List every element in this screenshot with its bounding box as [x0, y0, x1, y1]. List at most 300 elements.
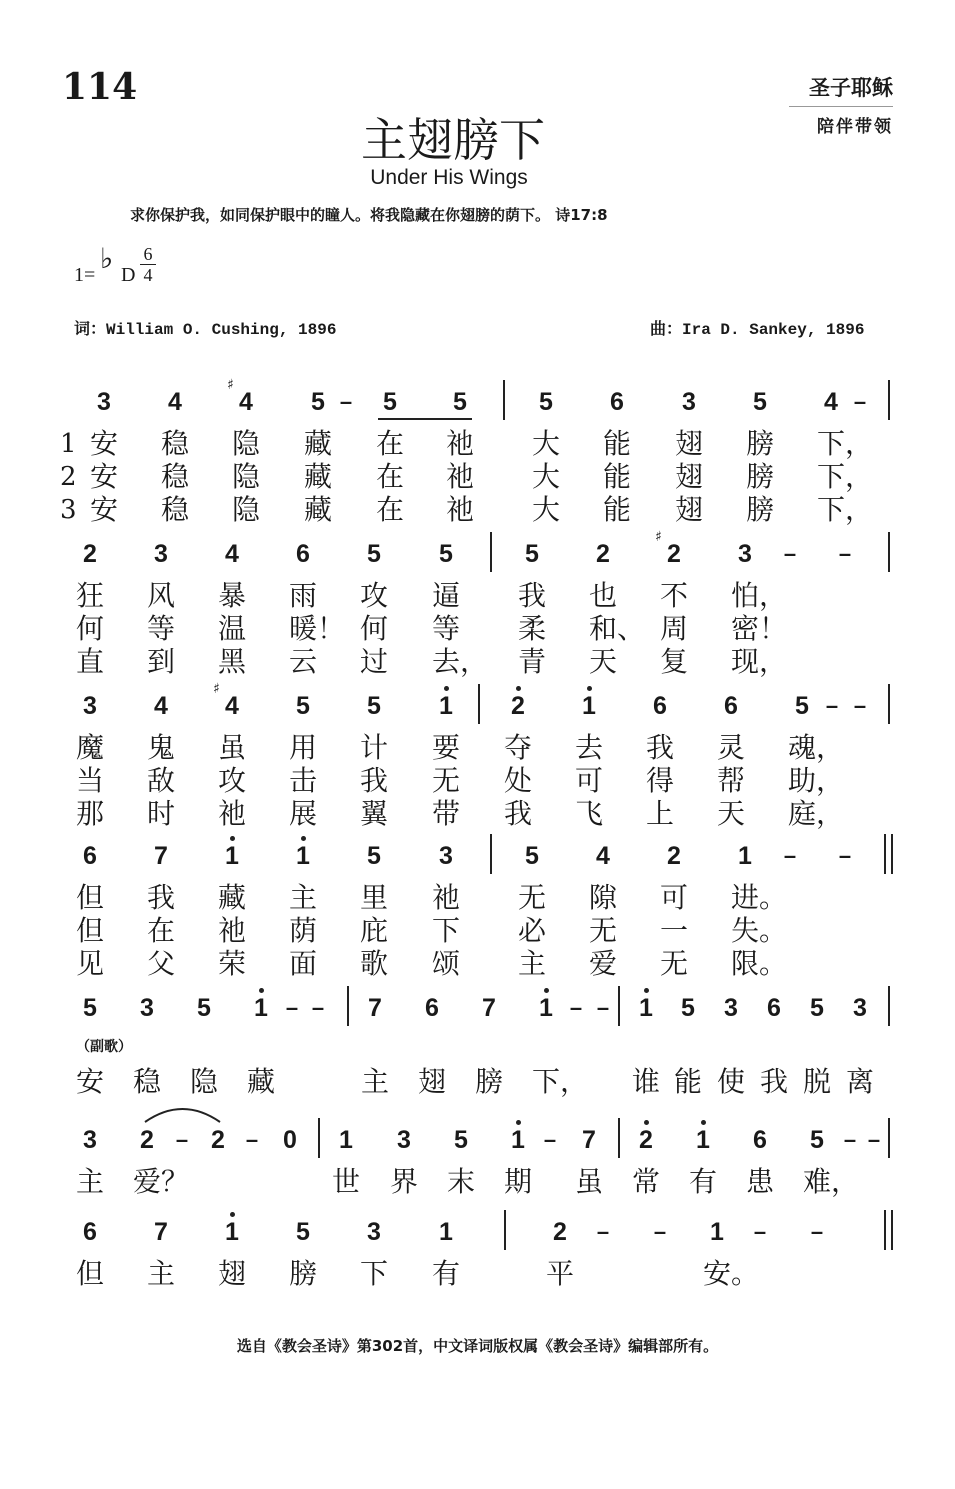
duration-dash: –: [285, 995, 299, 1020]
bar-line: [318, 1118, 320, 1158]
bar-line: [503, 380, 505, 420]
octave-dot: [701, 1120, 706, 1125]
lyric-syllable: 庭，: [788, 797, 845, 830]
composer-credit: 曲：Ira D. Sankey, 1896: [650, 321, 865, 339]
lyric-syllable: 等: [146, 612, 175, 645]
lyric-syllable: 要: [431, 731, 460, 764]
copyright-footer: 选自《教会圣诗》第302首，中文译词版权属《教会圣诗》编辑部所有。: [236, 1337, 719, 1355]
note: 3: [682, 388, 696, 416]
lyric-syllable: 稳: [160, 493, 189, 526]
duration-dash: –: [867, 1127, 881, 1152]
note: 5: [296, 692, 310, 720]
note: 6: [753, 1126, 767, 1154]
lyric-syllable: 藏: [217, 881, 246, 914]
note: 5: [197, 994, 211, 1022]
lyric-syllable: 大: [531, 427, 560, 460]
lyric-syllable: 主: [75, 1165, 104, 1198]
duration-dash: –: [825, 693, 839, 718]
note: 7: [154, 842, 168, 870]
note: 5: [525, 842, 539, 870]
lyric-syllable: 进。: [731, 881, 788, 914]
lyric-syllable: 能: [602, 460, 631, 493]
note: 1: [225, 1218, 239, 1246]
duration-dash: –: [853, 389, 867, 414]
lyric-syllable: 直: [75, 645, 104, 678]
lyric-syllable: 父: [146, 947, 175, 980]
lyric-syllable: 上: [645, 797, 674, 830]
lyric-syllable: 魂，: [788, 731, 845, 764]
lyric-syllable: 祂: [217, 797, 246, 830]
lyric-syllable: 有: [431, 1257, 460, 1290]
lyric-syllable: 翅: [674, 427, 703, 460]
lyric-syllable: 庇: [359, 914, 388, 947]
note: 1: [511, 1126, 525, 1154]
lyric-syllable: 雨: [288, 579, 317, 612]
note: 5: [795, 692, 809, 720]
note: 7: [368, 994, 382, 1022]
lyric-syllable: 主: [288, 881, 317, 914]
lyric-syllable: 主: [517, 947, 546, 980]
bar-line: [888, 532, 890, 572]
note: 5: [383, 388, 397, 416]
lyric-syllable: 能: [673, 1065, 702, 1098]
note: 5: [367, 540, 381, 568]
lyric-syllable: 能: [602, 427, 631, 460]
lyric-syllable: 下，: [817, 460, 874, 493]
duration-dash: –: [783, 843, 797, 868]
octave-dot: [644, 988, 649, 993]
sharp-sign: ♯: [213, 681, 220, 697]
lyric-syllable: 等: [431, 612, 460, 645]
lyric-syllable: 何: [359, 612, 388, 645]
beam-underline: [378, 418, 472, 420]
note: 1: [254, 994, 268, 1022]
note: 2: [667, 540, 681, 568]
note: 6: [653, 692, 667, 720]
lyric-syllable: 飞: [574, 797, 603, 830]
lyric-syllable: 难，: [803, 1165, 860, 1198]
lyric-syllable: 膀: [474, 1065, 503, 1098]
bar-line: [478, 684, 480, 724]
lyric-syllable: 我: [359, 764, 388, 797]
bar-line: [888, 380, 890, 420]
note: 5: [367, 842, 381, 870]
lyric-syllable: 温: [217, 612, 246, 645]
lyric-syllable: 里: [359, 881, 388, 914]
duration-dash: –: [175, 1127, 189, 1152]
lyric-syllable: 无: [431, 764, 460, 797]
lyric-syllable: 安: [89, 493, 118, 526]
verse-number: 1: [60, 429, 77, 459]
note: 7: [482, 994, 496, 1022]
lyric-syllable: 计: [359, 731, 388, 764]
lyric-syllable: 脱: [802, 1065, 831, 1098]
lyric-syllable: 灵: [716, 731, 745, 764]
lyric-syllable: 隐: [231, 460, 260, 493]
lyric-syllable: 安: [89, 427, 118, 460]
bar-line: [347, 986, 349, 1026]
duration-dash: –: [569, 995, 583, 1020]
note: 5: [525, 540, 539, 568]
bar-line: [490, 834, 492, 874]
lyric-syllable: 但: [75, 914, 104, 947]
lyric-syllable: 周: [659, 612, 688, 645]
duration-dash: –: [311, 995, 325, 1020]
note: 5: [83, 994, 97, 1022]
lyric-syllable: 界: [389, 1165, 418, 1198]
verse-number: 2: [60, 462, 77, 492]
octave-dot: [230, 1212, 235, 1217]
duration-dash: –: [339, 389, 353, 414]
note: 4: [154, 692, 168, 720]
lyric-syllable: 当: [75, 764, 104, 797]
lyric-syllable: 翅: [674, 460, 703, 493]
note: 3: [154, 540, 168, 568]
sharp-sign: ♯: [655, 529, 662, 545]
lyric-syllable: 大: [531, 493, 560, 526]
note: 3: [439, 842, 453, 870]
bar-line: [490, 532, 492, 572]
lyric-syllable: 天: [716, 797, 745, 830]
lyric-syllable: 和、: [589, 612, 646, 645]
lyric-syllable: 到: [146, 645, 175, 678]
lyric-syllable: 我: [517, 579, 546, 612]
lyric-syllable: 离: [845, 1065, 874, 1098]
lyric-syllable: 暖！: [289, 612, 346, 645]
bar-line: [884, 1210, 886, 1250]
note: 4: [225, 540, 239, 568]
lyric-syllable: 祂: [445, 493, 474, 526]
lyricist-credit: 词：William O. Cushing, 1896: [74, 321, 337, 339]
octave-dot: [516, 686, 521, 691]
note: 6: [610, 388, 624, 416]
flat-symbol: ♭: [100, 242, 114, 275]
hymn-title-chinese: 主翅膀下: [361, 113, 545, 167]
octave-dot: [259, 988, 264, 993]
note: 3: [97, 388, 111, 416]
lyric-syllable: 失。: [731, 914, 788, 947]
duration-dash: –: [653, 1219, 667, 1244]
lyric-syllable: 在: [146, 914, 175, 947]
note: 1: [439, 692, 453, 720]
bar-line: [891, 1210, 893, 1250]
lyric-syllable: 夺: [503, 731, 532, 764]
verse-number: 3: [60, 495, 77, 525]
octave-dot: [516, 1120, 521, 1125]
note: 5: [753, 388, 767, 416]
lyric-syllable: 虽: [217, 731, 246, 764]
lyric-syllable: 患: [745, 1165, 774, 1198]
lyric-syllable: 风: [146, 579, 175, 612]
note: 6: [724, 692, 738, 720]
duration-dash: –: [810, 1219, 824, 1244]
bar-line: [884, 834, 886, 874]
lyric-syllable: 期: [503, 1165, 532, 1198]
lyric-syllable: 一: [659, 914, 688, 947]
lyric-syllable: 无: [517, 881, 546, 914]
note: 1: [582, 692, 596, 720]
lyric-syllable: 藏: [303, 427, 332, 460]
lyric-syllable: 现，: [731, 645, 788, 678]
lyric-syllable: 我: [146, 881, 175, 914]
note: 2: [667, 842, 681, 870]
lyric-syllable: 荣: [217, 947, 246, 980]
lyric-syllable: 虽: [574, 1165, 603, 1198]
note: 1: [539, 994, 553, 1022]
lyric-syllable: 助，: [788, 764, 845, 797]
lyric-syllable: 得: [645, 764, 674, 797]
note: 5: [454, 1126, 468, 1154]
bar-line: [888, 1118, 890, 1158]
time-signature-top: 6: [140, 244, 156, 265]
note: 3: [397, 1126, 411, 1154]
note: 5: [681, 994, 695, 1022]
lyric-syllable: 在: [375, 460, 404, 493]
lyric-syllable: 膀: [745, 427, 774, 460]
lyric-syllable: 下，: [532, 1065, 589, 1098]
lyric-syllable: 下，: [817, 493, 874, 526]
lyric-syllable: 世: [331, 1165, 360, 1198]
note: 0: [283, 1126, 297, 1154]
note: 3: [83, 1126, 97, 1154]
lyric-syllable: 安: [89, 460, 118, 493]
lyric-syllable: 展: [288, 797, 317, 830]
lyric-syllable: 歌: [359, 947, 388, 980]
lyric-syllable: 帮: [716, 764, 745, 797]
lyric-syllable: 稳: [160, 427, 189, 460]
lyric-syllable: 翅: [417, 1065, 446, 1098]
lyric-syllable: 密！: [731, 612, 788, 645]
lyric-syllable: 祂: [445, 427, 474, 460]
lyric-syllable: 稳: [132, 1065, 161, 1098]
lyric-syllable: 常: [631, 1165, 660, 1198]
lyric-syllable: 过: [359, 645, 388, 678]
key-note: D: [121, 264, 136, 286]
note: 3: [853, 994, 867, 1022]
bar-line: [618, 986, 620, 1026]
lyric-syllable: 祂: [217, 914, 246, 947]
lyric-syllable: 敌: [146, 764, 175, 797]
bar-line: [504, 1210, 506, 1250]
note: 5: [810, 1126, 824, 1154]
refrain-label: （副歌）: [76, 1039, 132, 1055]
lyric-syllable: 谁: [631, 1065, 660, 1098]
lyric-syllable: 能: [602, 493, 631, 526]
duration-dash: –: [245, 1127, 259, 1152]
lyric-syllable: 时: [146, 797, 175, 830]
lyric-syllable: 隐: [231, 493, 260, 526]
lyric-syllable: 怕，: [731, 579, 788, 612]
lyric-syllable: 云: [288, 645, 317, 678]
lyric-syllable: 隐: [189, 1065, 218, 1098]
octave-dot: [587, 686, 592, 691]
lyric-syllable: 带: [431, 797, 460, 830]
note: 3: [140, 994, 154, 1022]
bar-line: [891, 834, 893, 874]
lyric-syllable: 可: [574, 764, 603, 797]
lyric-syllable: 但: [75, 881, 104, 914]
note: 4: [225, 692, 239, 720]
lyric-syllable: 暴: [217, 579, 246, 612]
lyric-syllable: 狂: [75, 579, 104, 612]
key-prefix: 1=: [74, 264, 96, 286]
note: 2: [639, 1126, 653, 1154]
note: 3: [724, 994, 738, 1022]
note: 5: [439, 540, 453, 568]
note: 2: [553, 1218, 567, 1246]
note: 1: [225, 842, 239, 870]
lyric-syllable: 鬼: [146, 731, 175, 764]
octave-dot: [544, 988, 549, 993]
lyric-syllable: 祂: [431, 881, 460, 914]
hymn-title-english: Under His Wings: [370, 166, 528, 189]
note: 3: [367, 1218, 381, 1246]
lyric-syllable: 攻: [217, 764, 246, 797]
lyric-syllable: 见: [75, 947, 104, 980]
note: 5: [810, 994, 824, 1022]
lyric-syllable: 下: [431, 914, 460, 947]
lyric-syllable: 用: [288, 731, 317, 764]
note: 6: [425, 994, 439, 1022]
lyric-syllable: 去，: [432, 645, 489, 678]
subsection-label: 陪伴带领: [817, 117, 893, 137]
lyric-syllable: 翼: [359, 797, 388, 830]
lyric-syllable: 面: [288, 947, 317, 980]
bar-line: [888, 684, 890, 724]
lyric-syllable: 那: [75, 797, 104, 830]
lyric-syllable: 击: [288, 764, 317, 797]
lyric-syllable: 藏: [246, 1065, 275, 1098]
tie-slur: [142, 1102, 223, 1124]
lyric-syllable: 主: [146, 1257, 175, 1290]
lyric-syllable: 膀: [745, 460, 774, 493]
note: 5: [367, 692, 381, 720]
lyric-syllable: 安。: [703, 1257, 760, 1290]
note: 4: [168, 388, 182, 416]
lyric-syllable: 祂: [445, 460, 474, 493]
lyric-syllable: 青: [517, 645, 546, 678]
note: 2: [83, 540, 97, 568]
lyric-syllable: 黑: [217, 645, 246, 678]
note: 3: [83, 692, 97, 720]
lyric-syllable: 但: [75, 1257, 104, 1290]
note: 1: [639, 994, 653, 1022]
note: 7: [582, 1126, 596, 1154]
lyric-syllable: 下: [359, 1257, 388, 1290]
note: 6: [296, 540, 310, 568]
note: 6: [83, 1218, 97, 1246]
lyric-syllable: 必: [517, 914, 546, 947]
lyric-syllable: 我: [759, 1065, 788, 1098]
note: 6: [767, 994, 781, 1022]
lyric-syllable: 膀: [288, 1257, 317, 1290]
note: 1: [339, 1126, 353, 1154]
lyric-syllable: 去: [574, 731, 603, 764]
lyric-syllable: 我: [503, 797, 532, 830]
octave-dot: [230, 836, 235, 841]
note: 1: [696, 1126, 710, 1154]
lyric-syllable: 安: [75, 1065, 104, 1098]
lyric-syllable: 限。: [731, 947, 788, 980]
lyric-syllable: 平: [545, 1257, 574, 1290]
duration-dash: –: [853, 693, 867, 718]
note: 4: [596, 842, 610, 870]
note: 7: [154, 1218, 168, 1246]
lyric-syllable: 有: [688, 1165, 717, 1198]
scripture-verse: 求你保护我，如同保护眼中的瞳人。将我隐藏在你翅膀的荫下。 诗17:8: [130, 206, 608, 224]
lyric-syllable: 隐: [231, 427, 260, 460]
lyric-syllable: 在: [375, 427, 404, 460]
duration-dash: –: [596, 1219, 610, 1244]
lyric-syllable: 不: [659, 579, 688, 612]
lyric-syllable: 魔: [75, 731, 104, 764]
lyric-syllable: 处: [503, 764, 532, 797]
note: 3: [738, 540, 752, 568]
lyric-syllable: 下，: [817, 427, 874, 460]
note: 2: [211, 1126, 225, 1154]
duration-dash: –: [843, 1127, 857, 1152]
duration-dash: –: [838, 843, 852, 868]
note: 4: [239, 388, 253, 416]
hymn-number: 114: [62, 66, 138, 108]
note: 2: [596, 540, 610, 568]
lyric-syllable: 翅: [217, 1257, 246, 1290]
note: 4: [824, 388, 838, 416]
duration-dash: –: [783, 541, 797, 566]
duration-dash: –: [543, 1127, 557, 1152]
lyric-syllable: 主: [360, 1065, 389, 1098]
lyric-syllable: 大: [531, 460, 560, 493]
section-label: 圣子耶稣: [789, 72, 893, 107]
lyric-syllable: 膀: [745, 493, 774, 526]
lyric-syllable: 也: [588, 579, 617, 612]
lyric-syllable: 爱: [588, 947, 617, 980]
lyric-syllable: 在: [375, 493, 404, 526]
note: 1: [296, 842, 310, 870]
octave-dot: [444, 686, 449, 691]
lyric-syllable: 隙: [588, 881, 617, 914]
lyric-syllable: 稳: [160, 460, 189, 493]
time-signature: [140, 244, 156, 285]
lyric-syllable: 柔: [517, 612, 546, 645]
time-signature-bottom: 4: [143, 265, 153, 285]
octave-dot: [301, 836, 306, 841]
bar-line: [618, 1118, 620, 1158]
note: 2: [140, 1126, 154, 1154]
lyric-syllable: 颂: [431, 947, 460, 980]
duration-dash: –: [753, 1219, 767, 1244]
lyric-syllable: 何: [75, 612, 104, 645]
octave-dot: [644, 1120, 649, 1125]
sharp-sign: ♯: [227, 377, 234, 393]
note: 1: [439, 1218, 453, 1246]
lyric-syllable: 天: [588, 645, 617, 678]
lyric-syllable: 翅: [674, 493, 703, 526]
note: 5: [311, 388, 325, 416]
note: 6: [83, 842, 97, 870]
note: 1: [738, 842, 752, 870]
lyric-syllable: 攻: [359, 579, 388, 612]
lyric-syllable: 无: [659, 947, 688, 980]
lyric-syllable: 荫: [288, 914, 317, 947]
lyric-syllable: 复: [659, 645, 688, 678]
note: 5: [453, 388, 467, 416]
lyric-syllable: 可: [659, 881, 688, 914]
bar-line: [888, 986, 890, 1026]
lyric-syllable: 末: [446, 1165, 475, 1198]
lyric-syllable: 逼: [431, 579, 460, 612]
duration-dash: –: [838, 541, 852, 566]
